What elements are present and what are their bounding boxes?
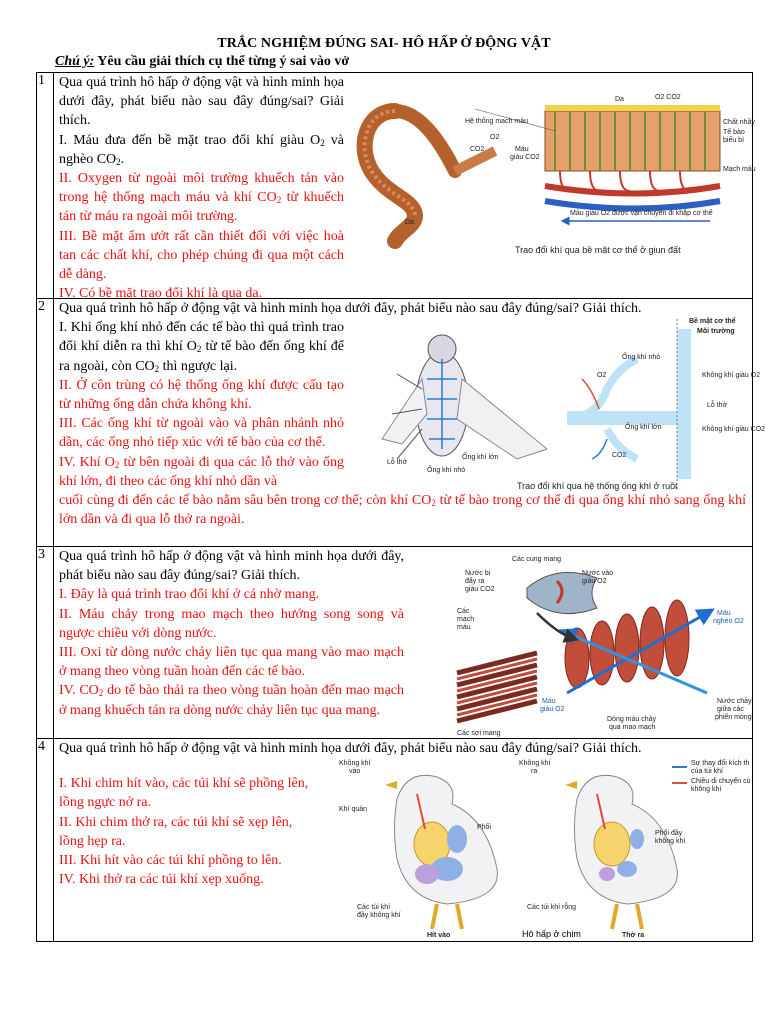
svg-text:CO2: CO2 <box>470 146 485 153</box>
statement-2: II. Oxygen từ ngoài môi trường khuếch tán vào trong hệ thống mạch máu và khí $CO_2$ từ khuếch tán từ máu ra ngoài môi trường. <box>59 171 344 225</box>
bird-figure <box>337 759 749 939</box>
question-prompt: Qua quá trình hô hấp ở động vật và hình minh họa dưới đây, phát biểu nào sau đây đúng/sai? Giải thích. <box>59 549 404 584</box>
question-prompt: Qua quá trình hô hấp ở động vật và hình minh họa dưới đây, phát biểu nào sau đây đúng/sai? Giải thích. <box>59 301 642 316</box>
svg-text:Các cung mang: Các cung mang <box>512 556 562 563</box>
svg-text:mạch: mạch <box>457 616 475 623</box>
svg-text:Ống khí lớn: Ống khí lớn <box>625 424 662 431</box>
svg-text:đẩy ra: đẩy ra <box>465 578 485 585</box>
svg-text:giàu O2: giàu O2 <box>582 578 607 585</box>
statement-4b: cuối cùng đi đến các tế bào nằm sâu bên trong cơ thể; còn khí $CO_2$ từ tế bào trong cơ thể đi qua ống khí nhỏ sang ống khí lớn dần và đi qua lỗ thở ra ngoài. <box>59 493 746 528</box>
question-prompt: Qua quá trình hô hấp ở động vật và hình minh họa dưới đây, phát biểu nào sau đây đúng/sai? Giải thích. <box>59 75 344 129</box>
question-row-4 <box>37 739 752 941</box>
svg-text:Không khí giàu O2: Không khí giàu O2 <box>702 372 760 379</box>
svg-text:Chất nhầy: Chất nhầy <box>723 119 755 126</box>
statement-1: I. Đây là quá trình trao đổi khí ở cá nhờ mang. <box>59 587 320 603</box>
svg-text:Máu: Máu <box>717 610 731 617</box>
svg-text:giàu CO2: giàu CO2 <box>465 586 495 593</box>
note-text: Yêu cầu giải thích cụ thể từng ý sai vào vở <box>97 54 350 69</box>
question-number: 4 <box>37 739 54 941</box>
svg-text:Lỗ thở: Lỗ thở <box>707 402 728 409</box>
svg-text:Ống khí nhỏ: Ống khí nhỏ <box>622 354 661 361</box>
statement-4a: IV. Khí $O_2$ từ bên ngoài đi qua các lỗ thở vào ống khí lớn, đi theo các ống khí nhỏ dần và <box>59 454 344 489</box>
svg-text:Ống khí lớn: Ống khí lớn <box>462 454 499 461</box>
question-row-3 <box>37 547 752 739</box>
question-number: 3 <box>37 547 54 738</box>
svg-text:của túi khí: của túi khí <box>691 768 723 775</box>
fish-gill-figure <box>417 553 752 737</box>
statement-1: I. Khi chim hít vào, các túi khí sẽ phồng lên, lồng ngực nở ra. <box>59 776 309 811</box>
svg-text:phiến mỏng: phiến mỏng <box>715 714 752 721</box>
svg-text:giữa các: giữa các <box>717 706 744 713</box>
question-number: 2 <box>37 299 54 546</box>
question-text <box>59 73 344 303</box>
svg-text:O2: O2 <box>597 372 607 379</box>
svg-text:qua mao mạch: qua mao mạch <box>609 724 656 731</box>
svg-text:Thở ra: Thở ra <box>622 932 645 939</box>
svg-text:Hít vào: Hít vào <box>427 932 451 939</box>
svg-text:O2 CO2: O2 CO2 <box>655 94 681 101</box>
svg-text:Phổi: Phổi <box>477 824 492 831</box>
statement-1: I. Máu đưa đến bề mặt trao đổi khí giàu $O_2$ và nghèo $CO_2$. <box>59 132 344 167</box>
statement-3: III. Khi hít vào các túi khí phồng to lên. <box>59 853 282 869</box>
svg-text:Các túi khí rỗng: Các túi khí rỗng <box>527 904 577 911</box>
question-text <box>59 547 404 720</box>
svg-text:Không khí: Không khí <box>519 760 551 767</box>
svg-text:CO2: CO2 <box>612 452 627 459</box>
svg-text:Lỗ thở: Lỗ thở <box>387 459 408 466</box>
blood-vessel <box>545 186 720 194</box>
statement-2: II. Ở côn trùng có hệ thống ống khí được cấu tạo từ những ống dẫn chứa không khí. <box>59 377 344 413</box>
svg-text:Tế bào: Tế bào <box>723 129 745 136</box>
svg-text:máu: máu <box>457 624 471 631</box>
svg-text:Bề mặt cơ thể: Bề mặt cơ thể <box>689 318 736 325</box>
svg-text:vào: vào <box>349 768 361 775</box>
svg-text:biểu bì: biểu bì <box>723 137 745 144</box>
statement-4: IV. Có bề mặt trao đổi khí là qua da. <box>59 286 263 302</box>
svg-text:Da: Da <box>405 219 414 226</box>
svg-text:Nước vào: Nước vào <box>582 570 614 577</box>
svg-text:Không khí: Không khí <box>339 760 371 767</box>
svg-text:giàu CO2: giàu CO2 <box>510 154 540 161</box>
question-table <box>36 72 766 942</box>
page-title: TRẮC NGHIỆM ĐÚNG SAI- HÔ HẤP Ở ĐỘNG VẬT <box>217 36 551 51</box>
statement-2: II. Máu chảy trong mao mạch theo hướng song song và ngược chiều với dòng nước. <box>59 606 404 641</box>
svg-text:Da: Da <box>615 96 624 103</box>
svg-text:Nước chảy: Nước chảy <box>717 698 752 705</box>
skin-tissue <box>545 111 720 171</box>
instruction-note <box>55 54 349 70</box>
question-row-2 <box>37 299 766 547</box>
svg-text:Mạch máu: Mạch máu <box>723 166 756 173</box>
svg-text:giàu O2: giàu O2 <box>540 706 565 713</box>
svg-text:Môi trường: Môi trường <box>697 328 735 335</box>
svg-text:Chiều di chuyển cù: Chiều di chuyển cù <box>691 778 751 785</box>
question-prompt: Qua quá trình hô hấp ở động vật và hình minh họa dưới đây, phát biểu nào sau đây đúng/sai? Giải thích. <box>59 741 642 756</box>
svg-text:Ống khí nhỏ: Ống khí nhỏ <box>427 467 466 474</box>
statement-2: II. Khi chim thở ra, các túi khí sẽ xẹp lên, lồng hẹp ra. <box>59 814 293 849</box>
svg-text:Khí quản: Khí quản <box>339 806 368 813</box>
svg-text:Máu: Máu <box>515 146 529 153</box>
svg-text:Sự thay đổi kích th: Sự thay đổi kích th <box>691 760 750 767</box>
svg-text:Máu giàu O2 được vận chuyển đi: Máu giàu O2 được vận chuyển đi khắp cơ thể <box>570 210 713 217</box>
statement-4: IV. $CO_2$ do tế bào thải ra theo vòng tuần hoàn đến mao mạch ở mang khuếch tán ra dòng nước chảy liên tục qua mang. <box>59 683 404 718</box>
question-number: 1 <box>37 73 54 298</box>
statement-1: I. Khi ống khí nhỏ đến các tế bào thì quá trình trao đổi khí diễn ra thì khí $O_2$ từ tế bào đến ống khí để ra ngoài, còn $CO_2$ thì ngược lại. <box>59 320 344 374</box>
statement-3: III. Bề mặt ẩm ướt rất cần thiết đối với việc hoà tan các chất khí, cho phép chúng đi qua một cách dễ dàng. <box>59 228 344 283</box>
statement-3: III. Oxi từ dòng nước chảy liên tục qua mang vào mao mạch ở mang theo vòng tuần hoàn đến các tế bào. <box>59 645 404 680</box>
svg-text:Dòng máu chảy: Dòng máu chảy <box>607 716 657 723</box>
svg-text:Không khí giàu CO2: Không khí giàu CO2 <box>702 426 766 433</box>
svg-text:nghèo O2: nghèo O2 <box>713 618 744 625</box>
svg-text:Phổi đầy: Phổi đầy <box>655 830 683 837</box>
fly-figure <box>367 318 766 495</box>
svg-text:O2: O2 <box>490 134 500 141</box>
bird-figure-caption: Hô hấp ở chim <box>522 929 581 939</box>
svg-text:Các túi khí: Các túi khí <box>357 904 391 911</box>
statement-3: III. Các ống khí từ ngoài vào và phân nhánh nhỏ dần, các ống nhỏ tiếp xúc với tế bào của cơ thể. <box>59 416 344 451</box>
note-label: Chú ý: <box>55 54 95 69</box>
svg-text:Các sợi mang: Các sợi mang <box>457 730 501 737</box>
svg-text:Hệ thống mạch máu: Hệ thống mạch máu <box>465 118 529 125</box>
svg-text:Nước bị: Nước bị <box>465 570 491 577</box>
svg-text:đầy không khí: đầy không khí <box>357 912 401 919</box>
statement-4: IV. Khi thở ra các túi khí xẹp xuống. <box>59 872 264 888</box>
earthworm-figure <box>355 91 756 259</box>
svg-text:Trao đổi khí qua hệ thống ống: Trao đổi khí qua hệ thống ống khí ở ruồi <box>517 481 678 491</box>
svg-text:Các: Các <box>457 608 470 615</box>
svg-text:không khí: không khí <box>691 786 722 793</box>
question-row-1 <box>37 73 756 302</box>
svg-text:Máu: Máu <box>542 698 556 705</box>
svg-text:Trao đổi khí qua bề mặt cơ thể: Trao đổi khí qua bề mặt cơ thể ở giun đất <box>515 245 681 255</box>
svg-text:không khí: không khí <box>655 838 686 845</box>
svg-text:ra: ra <box>531 768 538 775</box>
